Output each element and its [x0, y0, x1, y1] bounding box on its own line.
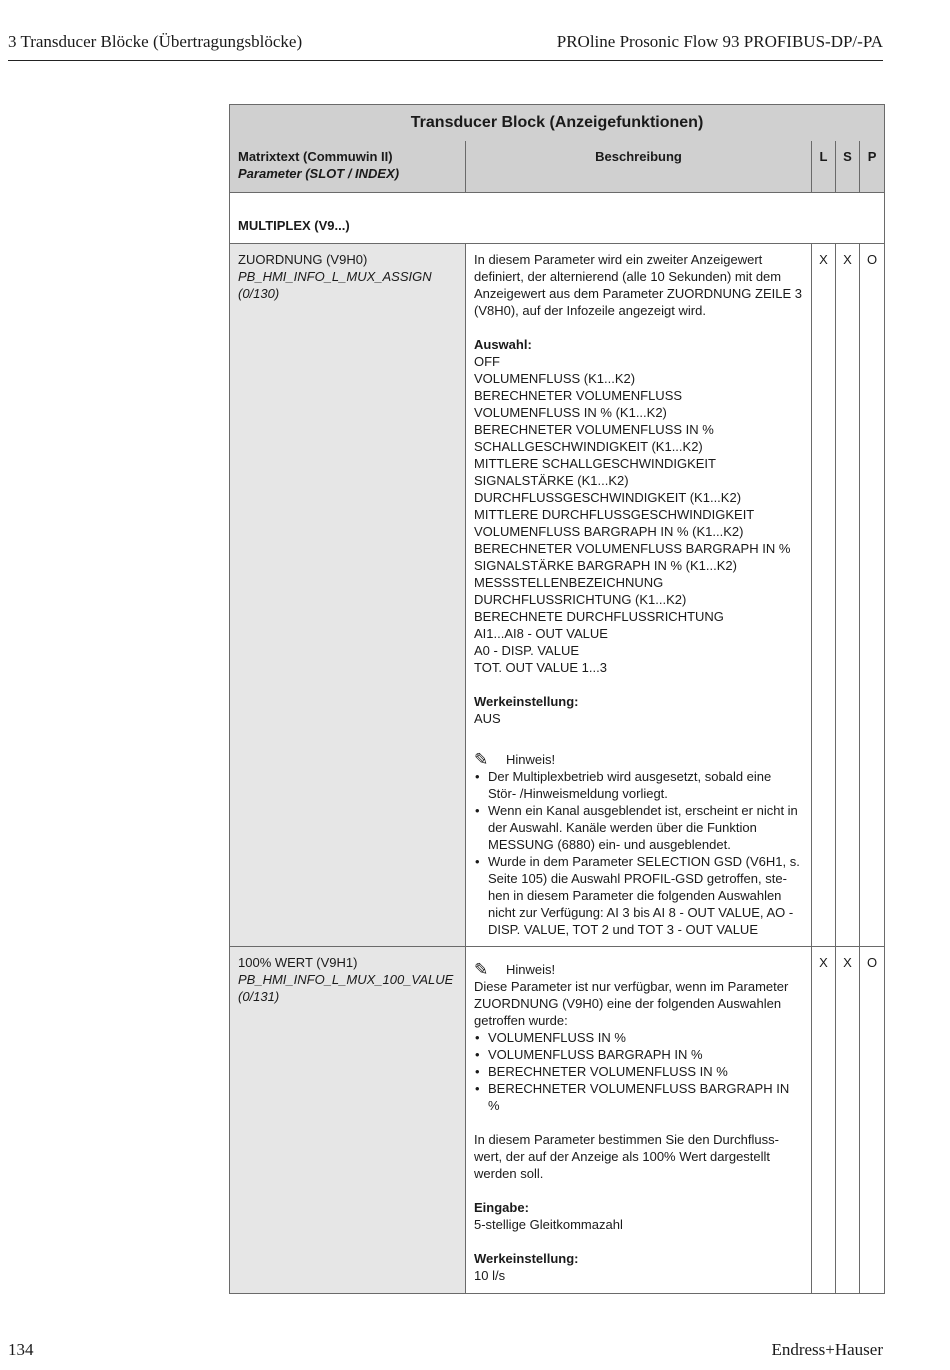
row1-werk-value: AUS	[474, 711, 501, 726]
row2-p: O	[860, 947, 885, 1294]
list-item: • BERECHNETER VOLUMENFLUSS IN %	[474, 1063, 803, 1080]
row2-s: X	[836, 947, 860, 1294]
list-item: • Wurde in dem Parameter SELECTION GSD (V6H1, s. Seite 105) die Auswahl PROFIL-GSD getroffen, ste-hen in diesem Parameter die folgenden Auswahlen nicht zur Verfügung: AI 3 bis AI 8 - OUT VALUE, AO - DISP. VALUE, TOT 2 und TOT 3 - OUT VALUE	[474, 853, 803, 938]
row2-note-text: Diese Parameter ist nur verfügbar, wenn im Parameter ZUORDNUNG (V9H0) eine der folgenden Auswahlen getroffen wurde:	[474, 979, 789, 1028]
option-item: SCHALLGESCHWINDIGKEIT (K1...K2)	[474, 439, 703, 454]
option-item: MESSSTELLENBEZEICHNUNG	[474, 575, 664, 590]
row1-s: X	[836, 244, 860, 947]
row1-note	[474, 751, 803, 768]
col-param-label: Parameter (SLOT / INDEX)	[238, 166, 400, 181]
table-header-row	[230, 141, 885, 193]
row1-param: PB_HMI_INFO_L_MUX_ASSIGN	[238, 269, 432, 284]
page-header	[8, 32, 883, 61]
brand-logo: Endress+Hauser	[771, 1340, 883, 1359]
row2-l: X	[812, 947, 836, 1294]
option-item: MITTLERE SCHALLGESCHWINDIGKEIT	[474, 456, 716, 471]
row2-note	[474, 961, 803, 978]
option-item: TOT. OUT VALUE 1...3	[474, 660, 607, 675]
option-item: BERECHNETER VOLUMENFLUSS	[474, 388, 683, 403]
option-item: VOLUMENFLUSS IN % (K1...K2)	[474, 405, 667, 420]
option-item: BERECHNETER VOLUMENFLUSS IN %	[474, 422, 714, 437]
row2-description	[466, 947, 812, 1294]
list-item: • VOLUMENFLUSS BARGRAPH IN %	[474, 1046, 803, 1063]
pencil-icon: ✎	[474, 750, 489, 769]
row2-param: PB_HMI_INFO_L_MUX_100_VALUE	[238, 972, 454, 987]
option-item: AI1...AI8 - OUT VALUE	[474, 626, 608, 641]
row1-name: ZUORDNUNG (V9H0)	[238, 252, 368, 267]
option-item: DURCHFLUSSRICHTUNG (K1...K2)	[474, 592, 687, 607]
list-item: • Der Multiplexbetrieb wird ausgesetzt, sobald eine Stör- /Hinweismeldung vorliegt.	[474, 768, 803, 802]
row2-intro: In diesem Parameter bestimmen Sie den Durchfluss-wert, der auf der Anzeige als 100% Wert dargestellt werden soll.	[474, 1132, 779, 1181]
option-item: A0 - DISP. VALUE	[474, 643, 580, 658]
row2-param-cell	[230, 947, 466, 1294]
pencil-icon: ✎	[474, 960, 489, 979]
row1-p: O	[860, 244, 885, 947]
row2-eingabe-value: 5-stellige Gleitkommazahl	[474, 1217, 623, 1232]
page-number: 134	[8, 1340, 34, 1359]
option-item: BERECHNETE DURCHFLUSSRICHTUNG	[474, 609, 724, 624]
option-item: SIGNALSTÄRKE (K1...K2)	[474, 473, 629, 488]
col-header-desc: Beschreibung	[466, 141, 812, 193]
option-item: BERECHNETER VOLUMENFLUSS BARGRAPH IN %	[474, 541, 791, 556]
option-item: VOLUMENFLUSS (K1...K2)	[474, 371, 636, 386]
row2-note-list	[474, 1029, 803, 1114]
row1-werk-label: Werkeinstellung:	[474, 694, 579, 709]
list-item: • BERECHNETER VOLUMENFLUSS BARGRAPH IN %	[474, 1080, 803, 1114]
option-item: VOLUMENFLUSS BARGRAPH IN % (K1...K2)	[474, 524, 744, 539]
option-item: DURCHFLUSSGESCHWINDIGKEIT (K1...K2)	[474, 490, 742, 505]
row1-index: (0/130)	[238, 286, 280, 301]
row2-name: 100% WERT (V9H1)	[238, 955, 358, 970]
row1-param-cell	[230, 244, 466, 947]
row2-eingabe-label: Eingabe:	[474, 1200, 529, 1215]
table-row	[230, 947, 885, 1294]
chapter-title: 3 Transducer Blöcke (Übertragungsblöcke)	[8, 32, 303, 51]
option-item: MITTLERE DURCHFLUSSGESCHWINDIGKEIT	[474, 507, 755, 522]
row1-note-title: Hinweis!	[506, 752, 556, 767]
col-header-l: L	[812, 141, 836, 193]
section-heading: MULTIPLEX (V9...)	[230, 193, 885, 244]
row1-intro: In diesem Parameter wird ein zweiter Anzeigewert definiert, der alternierend (alle 10 Sekunden) mit dem Anzeigewert aus dem Parameter ZUORDNUNG ZEILE 3 (V8H0), auf der Infozeile angezeigt wird.	[474, 252, 802, 318]
parameter-table	[229, 104, 885, 1294]
list-item: • VOLUMENFLUSS IN %	[474, 1029, 803, 1046]
row2-index: (0/131)	[238, 989, 280, 1004]
row2-werk-label: Werkeinstellung:	[474, 1251, 579, 1266]
row1-description	[466, 244, 812, 947]
col-header-s: S	[836, 141, 860, 193]
row1-auswahl-label: Auswahl:	[474, 337, 532, 352]
list-item: • Wenn ein Kanal ausgeblendet ist, erscheint er nicht in der Auswahl. Kanäle werden über die Funktion MESSUNG (6880) ein- und ausgeblendet.	[474, 802, 803, 853]
row2-werk-value: 10 l/s	[474, 1268, 506, 1283]
col-header-p: P	[860, 141, 885, 193]
row1-l: X	[812, 244, 836, 947]
table-title: Transducer Block (Anzeigefunktionen)	[230, 105, 885, 142]
col-header-matrix	[230, 141, 466, 193]
col-matrix-label: Matrixtext (Commuwin II)	[238, 149, 393, 164]
document-title: PROline Prosonic Flow 93 PROFIBUS-DP/-PA	[556, 32, 883, 51]
row1-note-list	[474, 768, 803, 938]
table-row	[230, 244, 885, 947]
option-item: OFF	[474, 354, 500, 369]
row1-options-list	[474, 353, 803, 676]
row2-note-title: Hinweis!	[506, 962, 556, 977]
option-item: SIGNALSTÄRKE BARGRAPH IN % (K1...K2)	[474, 558, 737, 573]
